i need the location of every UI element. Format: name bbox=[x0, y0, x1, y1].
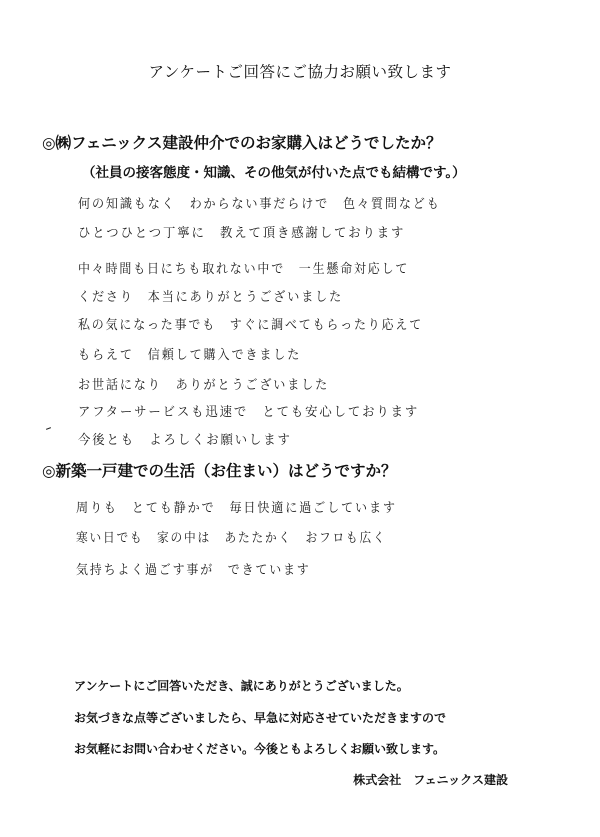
pen-mark bbox=[46, 427, 51, 430]
question2-title: ◎新築一戸建での生活（お住まい）はどうですか？ bbox=[42, 462, 397, 480]
answer1-line-7: お世話になり ありがとうございました bbox=[78, 378, 330, 393]
answer1-line-4: くださり 本当にありがとうございました bbox=[78, 290, 344, 305]
answer1-line-3: 中々時間も日にちも取れない中で 一生懸命対応して bbox=[78, 262, 410, 277]
answer1-line-2: ひとつひとつ丁寧に 教えて頂き感謝しております bbox=[78, 226, 406, 241]
question1-title: ◎㈱フェニックス建設仲介でのお家購入はどうでしたか？ bbox=[42, 134, 442, 152]
answer1-line-6: もらえて 信頼して購入できました bbox=[78, 348, 302, 363]
survey-title: アンケートご回答にご協力お願い致します bbox=[148, 63, 452, 81]
footer-contact: お気軽にお問い合わせください。今後ともよろしくお願い致します。 bbox=[74, 742, 446, 756]
answer2-line-2: 寒い日でも 家の中は あたたかく おフロも広く bbox=[76, 531, 387, 546]
answer2-line-3: 気持ちよく過ごす事が できています bbox=[76, 563, 311, 578]
answer2-line-1: 周りも とても静かで 毎日快適に過ごしています bbox=[76, 501, 397, 516]
answer1-line-1: 何の知識もなく わからない事だらけで 色々質問なども bbox=[78, 197, 441, 212]
footer-notice: お気づきな点等ございましたら、早急に対応させていただきますので bbox=[74, 711, 447, 725]
footer-thanks: アンケートにご回答いただき、誠にありがとうございました。 bbox=[74, 679, 409, 693]
answer1-line-5: 私の気になった事でも すぐに調べてもらったり応えて bbox=[78, 318, 424, 333]
answer1-line-9: 今後とも よろしくお願いします bbox=[78, 433, 292, 448]
answer1-line-8: アフターサービスも迅速で とても安心しております bbox=[78, 405, 420, 420]
company-name: 株式会社 フェニックス建設 bbox=[353, 773, 508, 787]
question1-subtitle: （社員の接客態度・知識、その他気が付いた点でも結構です。） bbox=[82, 165, 466, 181]
